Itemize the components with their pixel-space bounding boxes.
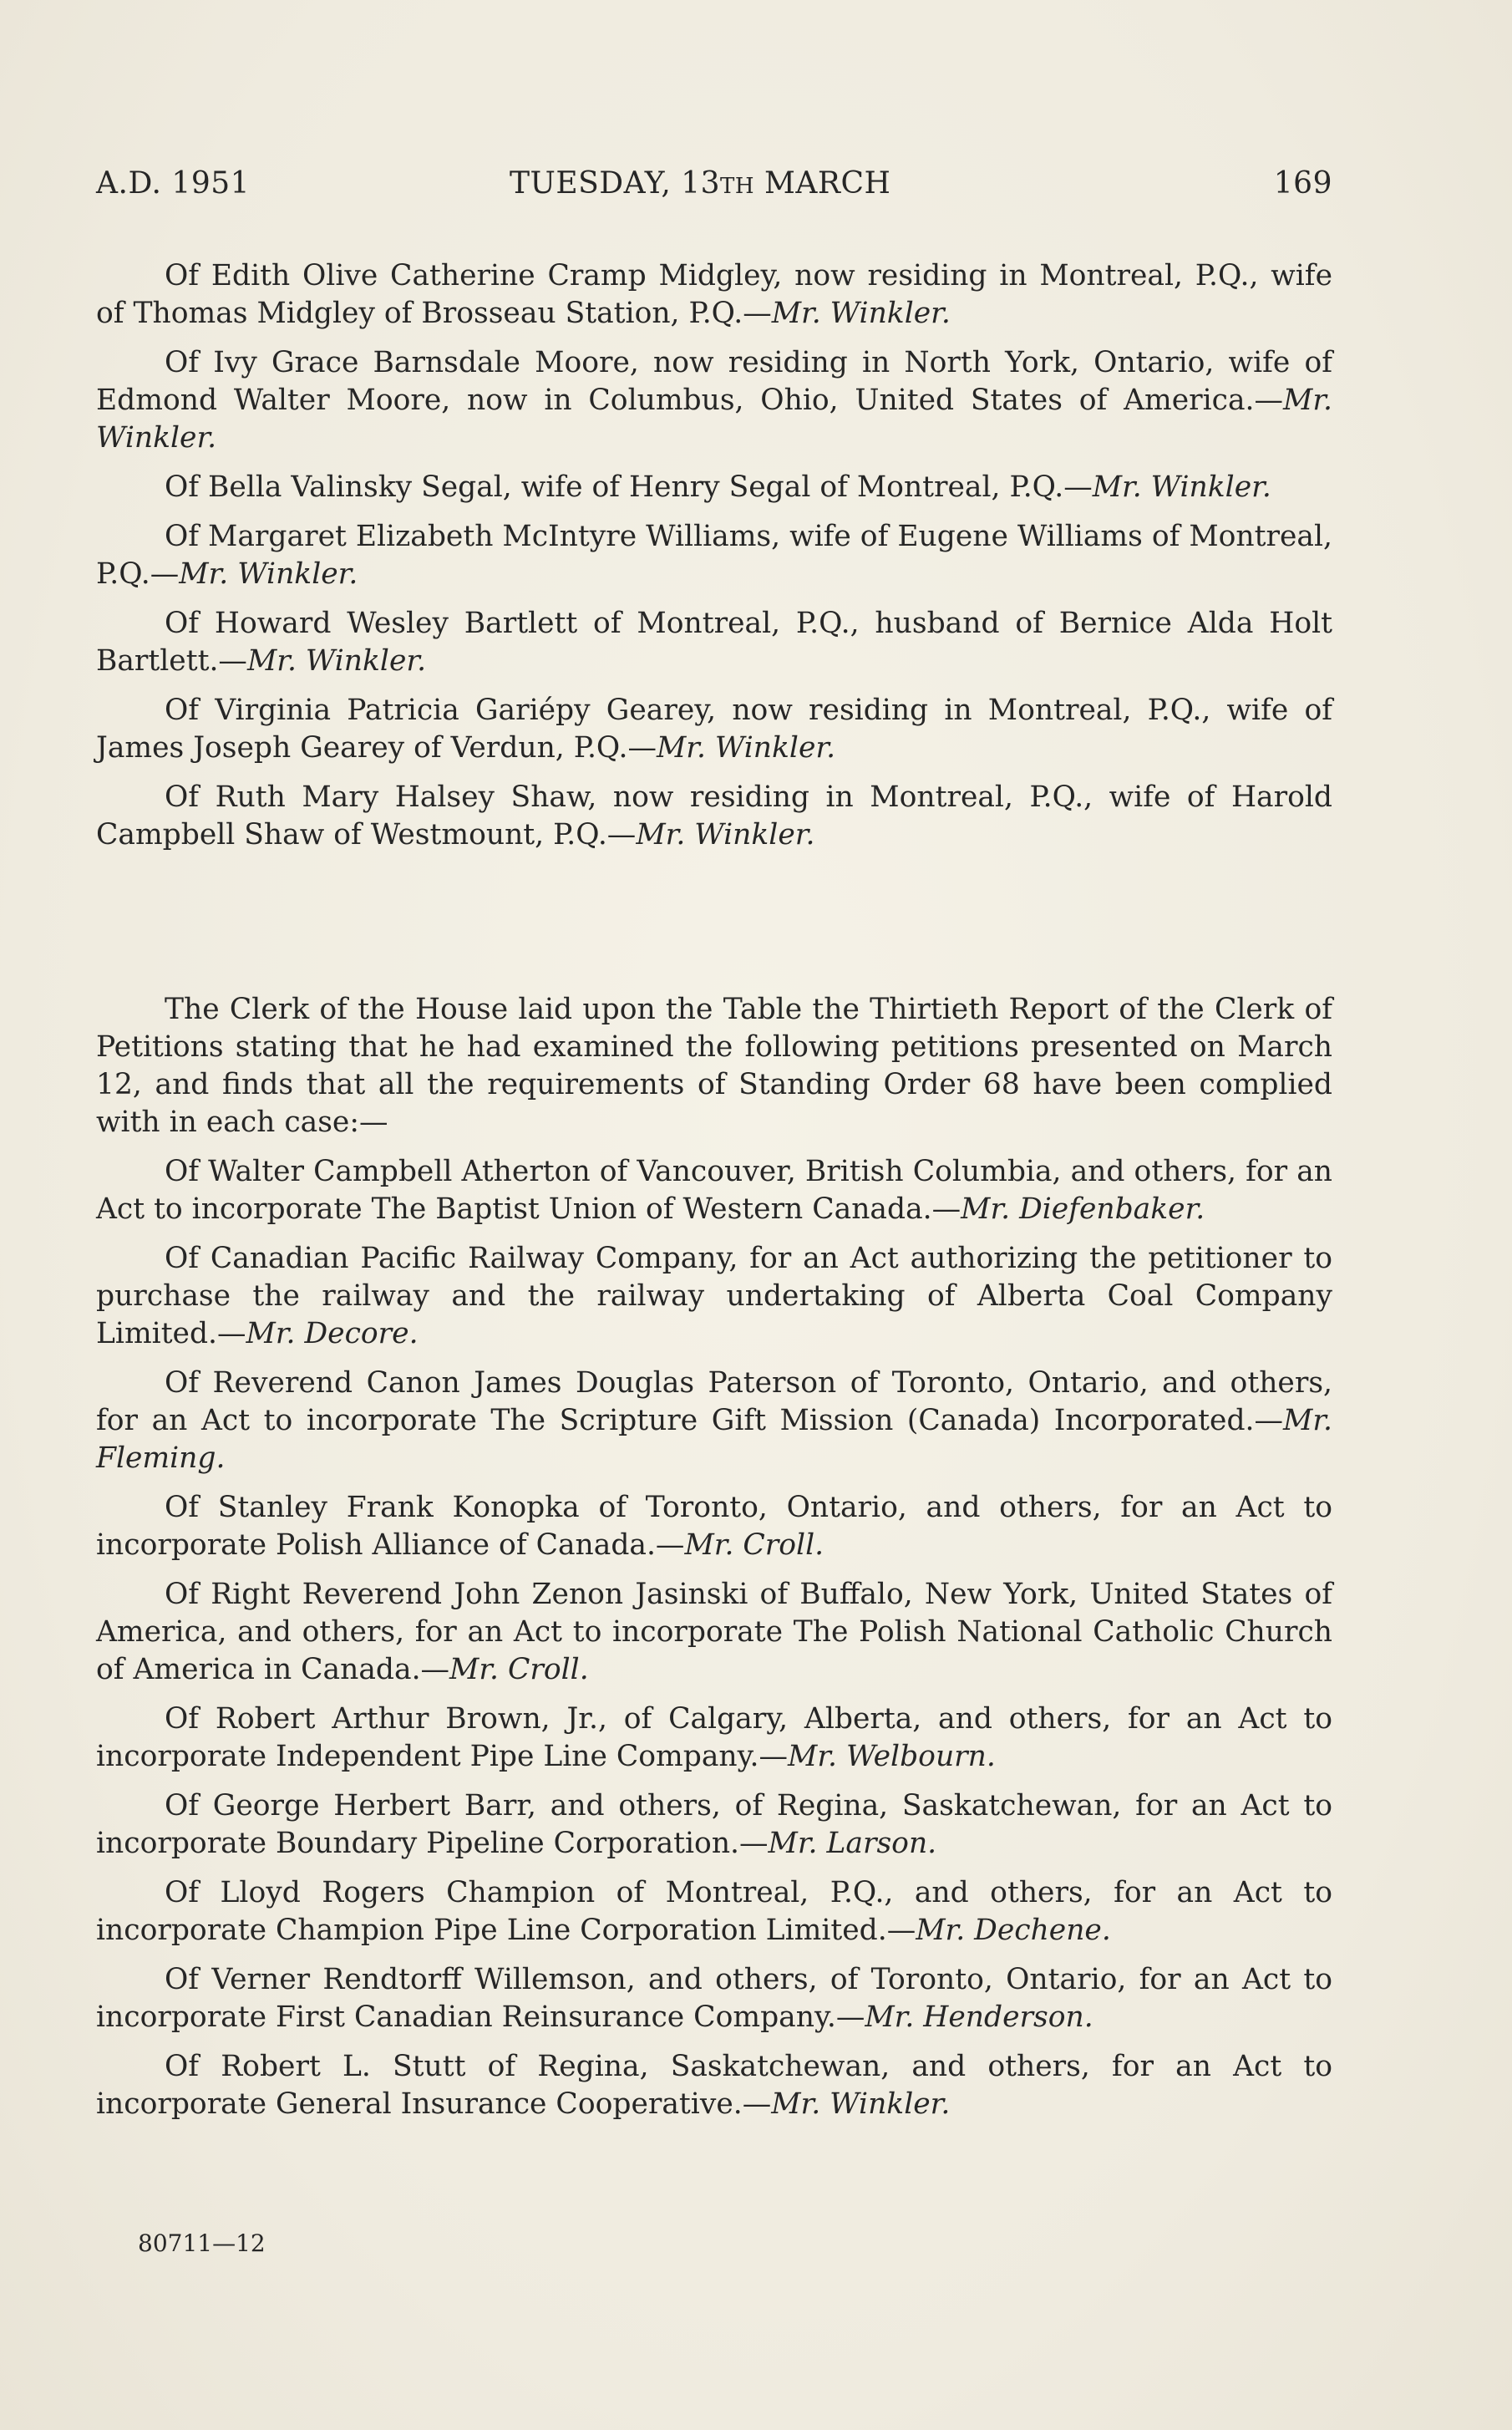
petition-paragraph <box>96 605 1332 680</box>
petition-mover: Mr. Welbourn. <box>788 1740 996 1773</box>
petition-paragraph <box>96 692 1332 767</box>
clerk-report-intro: The Clerk of the House laid upon the Table the Thirtieth Report of the Clerk of Petitions stating that he had examined the following petitions presented on March 12, and finds that all the requirements of Standing Order 68 have been complied with in each case:— <box>96 993 1332 1139</box>
petition-mover: Mr. Croll. <box>449 1653 589 1686</box>
petition-mover: Mr. Winkler. <box>771 2087 951 2121</box>
clerk-report-section <box>96 991 1332 2135</box>
petition-text: Of Right Reverend John Zenon Jasinski of Buffalo, New York, United States of America, and others, for an Act to incorporate The Polish National Catholic Church of America in Canada.— <box>96 1578 1332 1686</box>
petition-text: Of Canadian Pacific Railway Company, for an Act authorizing the petitioner to purchase the railway and the railway undertaking of Alberta Coal Company Limited.— <box>96 1242 1332 1350</box>
petition-mover: Mr. Winkler. <box>636 818 815 852</box>
petition-paragraph <box>96 1153 1332 1228</box>
petition-mover: Mr. Winkler. <box>771 297 951 330</box>
petition-paragraph <box>96 1700 1332 1776</box>
printer-signature: 80711—12 <box>138 2229 266 2257</box>
petition-paragraph <box>96 1240 1332 1353</box>
petition-mover: Mr. Winkler. <box>656 731 836 765</box>
petition-mover: Mr. Winkler. <box>179 557 358 591</box>
petition-paragraph <box>96 1787 1332 1863</box>
petition-mover: Mr. Fleming. <box>96 1404 1332 1475</box>
petition-mover: Mr. Diefenbaker. <box>961 1192 1205 1226</box>
petition-text: Of Margaret Elizabeth McIntyre Williams, wife of Eugene Williams of Montreal, P.Q.— <box>96 520 1332 591</box>
header-day-suffix: TH <box>720 174 755 199</box>
petition-text: Of Bella Valinsky Segal, wife of Henry Segal of Montreal, P.Q.— <box>165 470 1093 504</box>
petition-mover: Mr. Winkler. <box>1092 470 1271 504</box>
petition-paragraph <box>96 1489 1332 1564</box>
petition-text: Of Robert Arthur Brown, Jr., of Calgary, Alberta, and others, for an Act to incorporate Independent Pipe Line Company.— <box>96 1702 1332 1773</box>
petition-paragraph <box>96 1576 1332 1689</box>
petition-text: Of Howard Wesley Bartlett of Montreal, P.Q., husband of Bernice Alda Holt Bartlett.— <box>96 607 1332 678</box>
petition-text: Of Ivy Grace Barnsdale Moore, now residing in North York, Ontario, wife of Edmond Walter Moore, now in Columbus, Ohio, United States of America.— <box>96 346 1332 417</box>
petition-text: Of Robert L. Stutt of Regina, Saskatchewan, and others, for an Act to incorporate General Insurance Cooperative.— <box>96 2050 1332 2121</box>
petition-text: Of Walter Campbell Atherton of Vancouver, British Columbia, and others, for an Act to incorporate The Baptist Union of Western Canada.— <box>96 1155 1332 1226</box>
petition-paragraph <box>96 1874 1332 1950</box>
petition-text: Of Virginia Patricia Gariépy Gearey, now residing in Montreal, P.Q., wife of James Joseph Gearey of Verdun, P.Q.— <box>96 694 1332 765</box>
petition-text: Of Lloyd Rogers Champion of Montreal, P.Q., and others, for an Act to incorporate Champion Pipe Line Corporation Limited.— <box>96 1876 1332 1947</box>
header-day: TUESDAY, 13 <box>510 166 721 201</box>
petition-text: Of George Herbert Barr, and others, of Regina, Saskatchewan, for an Act to incorporate Boundary Pipeline Corporation.— <box>96 1789 1332 1860</box>
divorce-petitions-list <box>96 257 1332 866</box>
petition-text: Of Reverend Canon James Douglas Paterson of Toronto, Ontario, and others, for an Act to incorporate The Scripture Gift Mission (Canada) Incorporated.— <box>96 1366 1332 1437</box>
petition-text: Of Edith Olive Catherine Cramp Midgley, now residing in Montreal, P.Q., wife of Thomas Midgley of Brosseau Station, P.Q.— <box>96 259 1332 330</box>
running-header <box>96 163 1332 205</box>
petition-text: Of Stanley Frank Konopka of Toronto, Ontario, and others, for an Act to incorporate Polish Alliance of Canada.— <box>96 1491 1332 1562</box>
petition-mover: Mr. Croll. <box>684 1528 824 1562</box>
page-number: 169 <box>1273 166 1332 201</box>
petition-mover: Mr. Winkler. <box>96 384 1332 455</box>
petition-paragraph <box>96 469 1332 506</box>
petition-text: Of Verner Rendtorff Willemson, and others, of Toronto, Ontario, for an Act to incorporate First Canadian Reinsurance Company.— <box>96 1963 1332 2034</box>
petition-text: Of Ruth Mary Halsey Shaw, now residing in Montreal, P.Q., wife of Harold Campbell Shaw of Westmount, P.Q.— <box>96 780 1332 852</box>
petition-paragraph <box>96 2048 1332 2123</box>
petition-mover: Mr. Henderson. <box>865 2000 1093 2034</box>
petition-paragraph <box>96 1365 1332 1477</box>
petition-mover: Mr. Larson. <box>768 1827 937 1860</box>
petition-mover: Mr. Decore. <box>246 1317 419 1350</box>
petition-paragraph <box>96 1961 1332 2036</box>
header-date <box>510 163 890 207</box>
petition-paragraph <box>96 257 1332 333</box>
petition-mover: Mr. Winkler. <box>246 644 427 678</box>
header-year: A.D. 1951 <box>96 166 251 201</box>
header-month: MARCH <box>754 166 891 201</box>
petition-paragraph <box>96 518 1332 593</box>
petition-paragraph <box>96 344 1332 457</box>
petition-mover: Mr. Dechene. <box>916 1914 1111 1947</box>
petition-paragraph <box>96 779 1332 854</box>
